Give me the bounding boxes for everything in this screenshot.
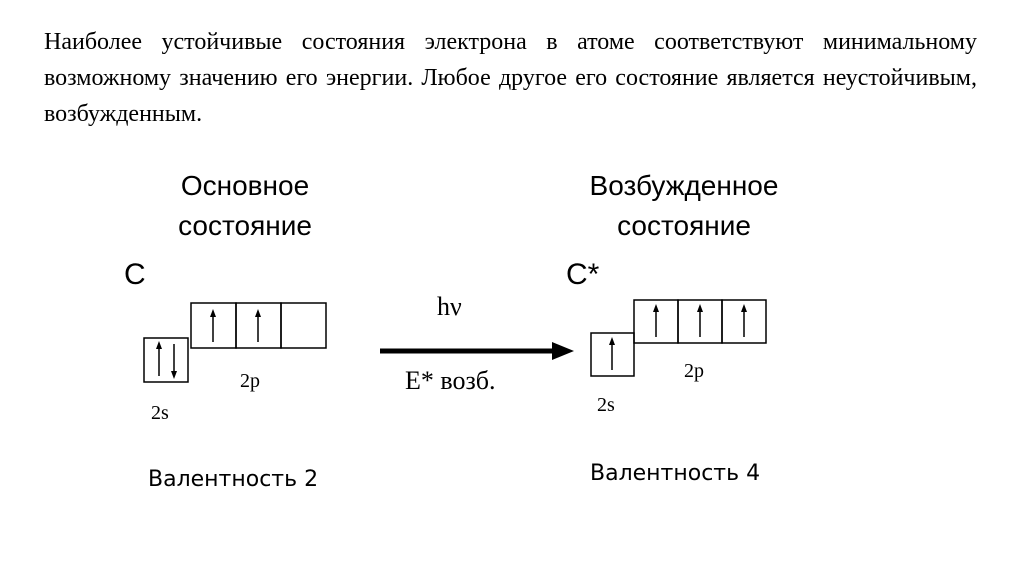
excited-valence: Валентность 4 [590,461,761,486]
excited-2p-boxes [634,300,766,343]
spin-up-arrow [210,309,216,342]
spin-up-arrow [255,309,261,342]
spin-up-arrow [609,337,615,370]
excited-title-line2: состояние [617,210,751,241]
ground-title-line1: Основное [180,170,310,201]
ground-2s-label: 2s [151,402,169,424]
ground-2s-box [144,338,188,382]
ground-2p-label: 2p [240,370,260,392]
spin-up-arrow [653,304,659,337]
ground-title-line2: состояние [178,210,312,241]
excited-2p-label: 2p [684,360,704,382]
excitation-energy-label: E* возб. [405,366,496,395]
excited-2s-label: 2s [597,394,615,416]
photon-label: hν [437,292,462,321]
spin-up-arrow [741,304,747,337]
excited-2s-box [591,333,634,376]
ground-atom-symbol: C [124,258,146,291]
spin-up-arrow [156,341,162,376]
intro-paragraph: Наиболее устойчивые состояния электрона в атоме соответствуют минимальному возможному значению его энергии. Любое другое его состояние является неустойчивым, возбужденным. [44,29,977,127]
spin-up-arrow [697,304,703,337]
spin-down-arrow [171,344,177,379]
ground-2p-boxes [191,303,326,348]
excited-title-line1: Возбужденное [589,170,779,201]
ground-valence: Валентность 2 [148,467,319,492]
transition-arrow [380,342,574,360]
excited-atom-symbol: C* [566,258,600,291]
